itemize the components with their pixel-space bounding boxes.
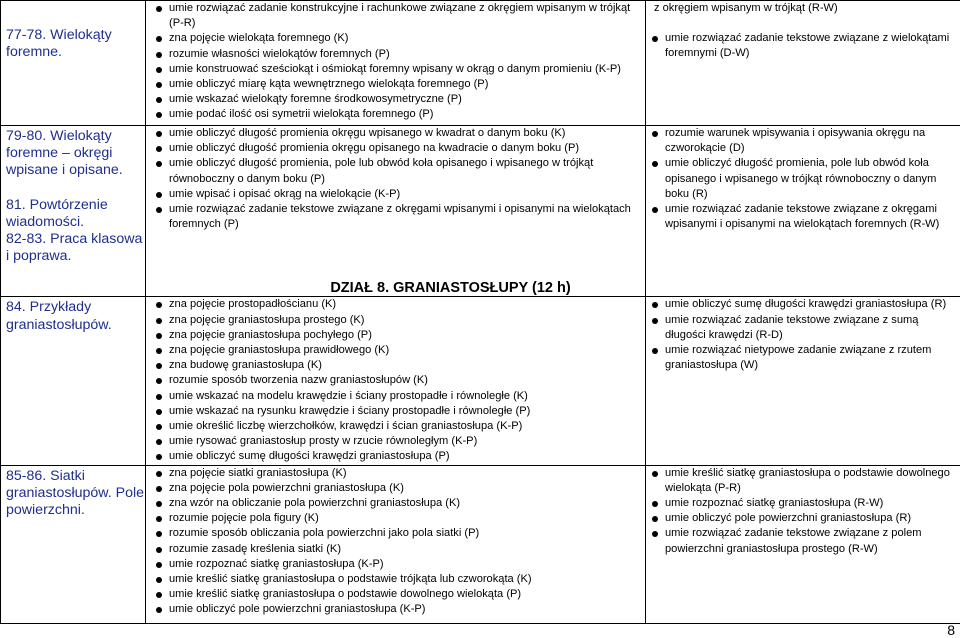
skill-item: zna budowę graniastosłupa (K) <box>150 358 645 373</box>
extended-skill-item: umie rozwiązać zadanie tekstowe związane z okręgami wpisanymi i opisanymi na wielokątach foremnych (R-W) <box>646 202 960 232</box>
extended-skill-item: umie obliczyć sumę długości krawędzi graniastosłupa (R) <box>646 297 960 312</box>
lesson-title: 82-83. Praca klasowa i poprawa. <box>6 231 143 265</box>
skill-item: umie rysować graniastosłup prosty w rzucie równoległym (K-P) <box>150 434 645 449</box>
extended-skills-cell <box>646 1 960 126</box>
skill-item: rozumie pojęcie pola figury (K) <box>150 511 645 526</box>
extended-skill-item: rozumie warunek wpisywania i opisywania okręgu na czworokącie (D) <box>646 126 960 156</box>
extended-skill-item: umie rozpoznać siatkę graniastosłupa (R-W) <box>646 496 960 511</box>
skill-item: umie wskazać wielokąty foremne środkowosymetryczne (P) <box>150 92 645 107</box>
lesson-title: 79-80. Wielokąty foremne – okręgi wpisane i opisane. <box>6 128 123 179</box>
extended-skill-item: umie rozwiązać zadanie tekstowe związane z polem powierzchni graniastosłupa prostego (R-W) <box>646 526 960 556</box>
continued-text: z okręgiem wpisanym w trójkąt (R-W) <box>654 2 838 14</box>
skills-cell <box>146 297 646 465</box>
skill-item: zna pojęcie wielokąta foremnego (K) <box>150 31 645 46</box>
skill-item: rozumie sposób tworzenia nazw graniastosłupów (K) <box>150 373 645 388</box>
skill-item: umie podać ilość osi symetrii wielokąta foremnego (P) <box>150 107 645 122</box>
table-row <box>1 297 960 465</box>
extended-skill-item: umie rozwiązać zadanie tekstowe związane z sumą długości krawędzi (R-D) <box>646 313 960 343</box>
skill-item: zna wzór na obliczanie pola powierzchni graniastosłupa (K) <box>150 496 645 511</box>
extended-skill-item: umie rozwiązać zadanie tekstowe związane z wielokątami foremnymi (D-W) <box>646 31 960 61</box>
skills-cell <box>146 1 646 126</box>
skill-item: zna pojęcie siatki graniastosłupa (K) <box>150 466 645 481</box>
skill-item: umie rozwiązać zadanie konstrukcyjne i rachunkowe związane z okręgiem wpisanym w trójkąt (P-R) <box>150 1 645 31</box>
skill-item: umie obliczyć długość promienia okręgu wpisanego w kwadrat o danym boku (K) <box>150 126 645 141</box>
lesson-title: 85-86. Siatki graniastosłupów. Pole powierzchni. <box>6 467 145 519</box>
extended-skills-cell <box>646 297 960 465</box>
extended-skill-item: umie obliczyć pole powierzchni graniastosłupa (R) <box>646 511 960 526</box>
lesson-title: 84. Przykłady graniastosłupów. <box>6 299 112 333</box>
skill-item: zna pojęcie graniastosłupa prostego (K) <box>150 313 645 328</box>
skill-item: umie kreślić siatkę graniastosłupa o podstawie trójkąta lub czworokąta (K) <box>150 572 645 587</box>
extended-skill-item: umie kreślić siatkę graniastosłupa o podstawie dowolnego wielokąta (P-R) <box>646 466 960 496</box>
skill-item: rozumie zasadę kreślenia siatki (K) <box>150 542 645 557</box>
lesson-cell <box>1 1 146 126</box>
lesson-cell <box>1 126 146 297</box>
skill-item: umie rozwiązać zadanie tekstowe związane z okręgami wpisanymi i opisanymi na wielokątach foremnych (P) <box>150 202 645 232</box>
skills-cell <box>146 465 646 623</box>
skill-item: zna pojęcie graniastosłupa prawidłowego (K) <box>150 343 645 358</box>
skill-item: umie obliczyć długość promienia okręgu opisanego na kwadracie o danym boku (P) <box>150 141 645 156</box>
page-number: 8 <box>947 622 955 638</box>
extended-skill-item: umie obliczyć długość promienia, pole lub obwód koła opisanego i wpisanego w trójkąt równoboczny o danym boku (R) <box>646 156 960 202</box>
skill-item: zna pojęcie prostopadłościanu (K) <box>150 297 645 312</box>
skills-cell <box>146 126 646 297</box>
extended-skill-item: umie rozwiązać nietypowe zadanie związane z rzutem graniastosłupa (W) <box>646 343 960 373</box>
skill-item: zna pojęcie graniastosłupa pochyłego (P) <box>150 328 645 343</box>
extended-skills-cell <box>646 126 960 297</box>
skill-item: umie określić liczbę wierzchołków, krawędzi i ścian graniastosłupa (K-P) <box>150 419 645 434</box>
skill-item: umie obliczyć pole powierzchni graniastosłupa (K-P) <box>150 602 645 617</box>
skill-item: umie wpisać i opisać okrąg na wielokącie (K-P) <box>150 187 645 202</box>
skill-item: umie kreślić siatkę graniastosłupa o podstawie dowolnego wielokąta (P) <box>150 587 645 602</box>
skill-item: zna pojęcie pola powierzchni graniastosłupa (K) <box>150 481 645 496</box>
table-row <box>1 1 960 126</box>
skill-item: rozumie własności wielokątów foremnych (P) <box>150 47 645 62</box>
lesson-title: 77-78. Wielokąty foremne. <box>6 27 112 61</box>
skill-item: umie rozpoznać siatkę graniastosłupa (K-P) <box>150 557 645 572</box>
skill-item: umie wskazać na rysunku krawędzie i ściany prostopadłe i równoległe (P) <box>150 404 645 419</box>
section-title: DZIAŁ 8. GRANIASTOSŁUPY (12 h) <box>330 280 571 297</box>
table-row <box>1 465 960 623</box>
skill-item: umie wskazać na modelu krawędzie i ściany prostopadłe i równoległe (K) <box>150 389 645 404</box>
skill-item: rozumie sposób obliczania pola powierzchni jako pola siatki (P) <box>150 526 645 541</box>
skill-item: umie konstruować sześciokąt i ośmiokąt foremny wpisany w okrąg o danym promieniu (K-P) <box>150 62 645 77</box>
extended-skills-cell <box>646 465 960 623</box>
skill-item: umie obliczyć długość promienia, pole lub obwód koła opisanego i wpisanego w trójkąt równoboczny o danym boku (P) <box>150 156 645 186</box>
skill-item: umie obliczyć miarę kąta wewnętrznego wielokąta foremnego (P) <box>150 77 645 92</box>
lesson-cell <box>1 297 146 465</box>
table-row <box>1 126 960 297</box>
skill-item: umie obliczyć sumę długości krawędzi graniastosłupa (P) <box>150 449 645 464</box>
lesson-title: 81. Powtórzenie wiadomości. <box>6 196 108 230</box>
lesson-cell <box>1 465 146 623</box>
